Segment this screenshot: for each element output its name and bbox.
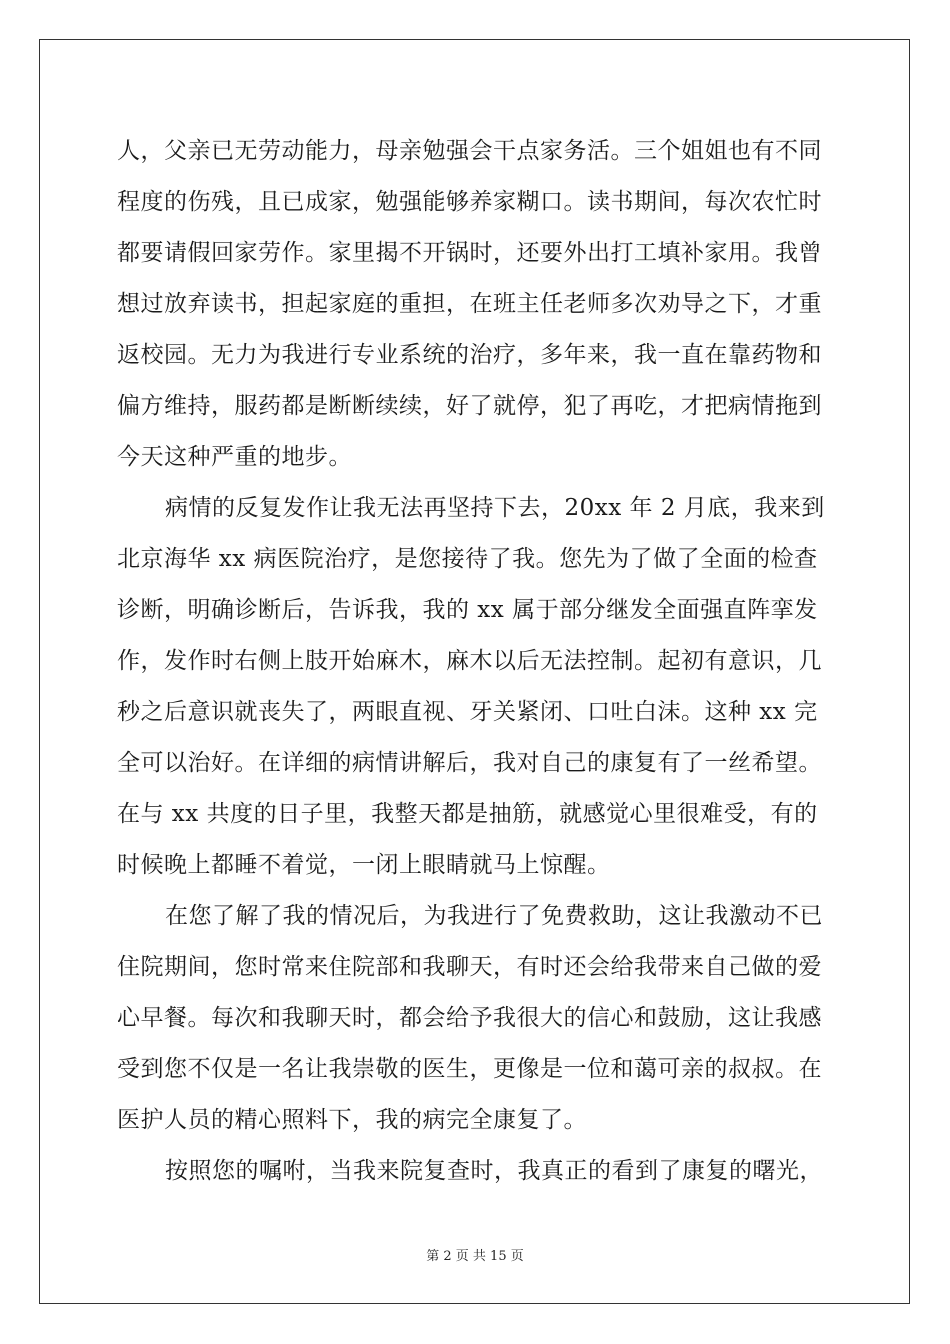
text-line: 病情的反复发作让我无法再坚持下去，20xx 年 2 月底，我来到 — [165, 495, 825, 521]
text-line: 程度的伤残，且已成家，勉强能够养家糊口。读书期间，每次农忙时 — [117, 189, 822, 215]
text-line: 住院期间，您时常来住院部和我聊天，有时还会给我带来自己做的爱 — [117, 954, 822, 980]
text-line: 今天这种严重的地步。 — [117, 444, 352, 470]
text-line: 按照您的嘱咐，当我来院复查时，我真正的看到了康复的曙光， — [165, 1158, 823, 1184]
text-line: 北京海华 xx 病医院治疗，是您接待了我。您先为了做了全面的检查 — [117, 546, 818, 572]
text-line: 时候晚上都睡不着觉，一闭上眼睛就马上惊醒。 — [117, 852, 611, 878]
text-line: 返校园。无力为我进行专业系统的治疗，多年来，我一直在靠药物和 — [117, 342, 822, 368]
text-line: 受到您不仅是一名让我崇敬的医生，更像是一位和蔼可亲的叔叔。在 — [117, 1056, 822, 1082]
text-line: 诊断，明确诊断后，告诉我，我的 xx 属于部分继发全面强直阵挛发 — [117, 597, 818, 623]
text-line: 人，父亲已无劳动能力，母亲勉强会干点家务活。三个姐姐也有不同 — [117, 138, 822, 164]
text-line: 心早餐。每次和我聊天时，都会给予我很大的信心和鼓励，这让我感 — [117, 1005, 822, 1031]
text-line: 全可以治好。在详细的病情讲解后，我对自己的康复有了一丝希望。 — [117, 750, 822, 776]
text-line: 医护人员的精心照料下，我的病完全康复了。 — [117, 1107, 587, 1133]
text-line: 在与 xx 共度的日子里，我整天都是抽筋，就感觉心里很难受，有的 — [117, 801, 818, 827]
page-footer: 第 2 页 共 15 页 — [426, 1249, 524, 1264]
text-line: 秒之后意识就丧失了，两眼直视、牙关紧闭、口吐白沫。这种 xx 完 — [117, 699, 818, 725]
text-line: 想过放弃读书，担起家庭的重担，在班主任老师多次劝导之下，才重 — [117, 291, 822, 317]
text-line: 都要请假回家劳作。家里揭不开锅时，还要外出打工填补家用。我曾 — [117, 240, 822, 266]
body-text — [117, 126, 833, 1197]
text-line: 作，发作时右侧上肢开始麻木，麻木以后无法控制。起初有意识，几 — [117, 648, 822, 674]
text-line: 在您了解了我的情况后，为我进行了免费救助，这让我激动不已 — [165, 903, 823, 929]
text-line: 偏方维持，服药都是断断续续，好了就停，犯了再吃，才把病情拖到 — [117, 393, 822, 419]
